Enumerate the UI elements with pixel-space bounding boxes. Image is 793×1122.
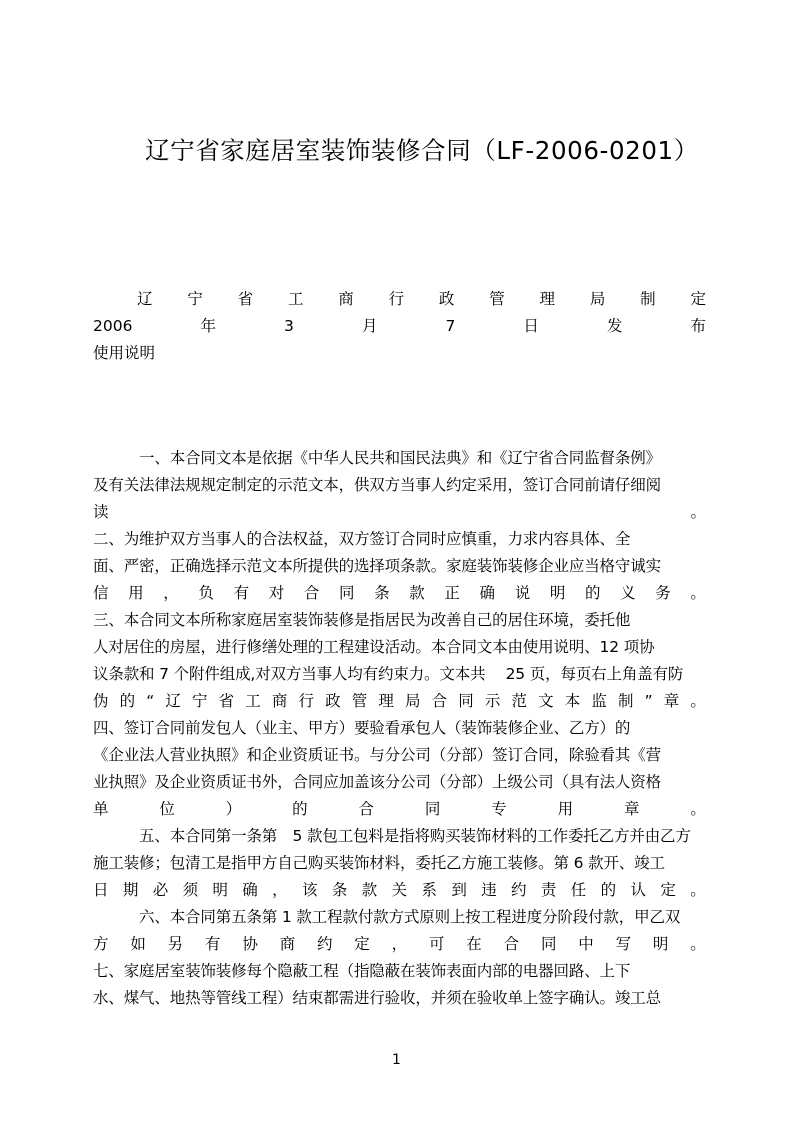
line-char: 该 <box>302 881 318 899</box>
line-char: 宁 <box>192 692 208 710</box>
date-char: 7 <box>445 317 456 335</box>
clause-line <box>93 580 706 607</box>
clause-line: 《企业法人营业执照》和企业资质证书。与分公司（分部）签订合同，除验看其《营 <box>93 746 661 764</box>
line-char: 日 <box>93 881 109 899</box>
authority-char: 管 <box>489 290 505 308</box>
clause-line-start: 读 <box>93 503 109 521</box>
line-char: 同 <box>424 800 441 818</box>
line-char: 另 <box>167 935 184 953</box>
line-char: 。 <box>690 881 706 899</box>
line-char: 范 <box>511 692 528 710</box>
section-heading: 使用说明 <box>93 344 156 362</box>
line-char: 违 <box>481 881 497 899</box>
line-char: 对 <box>268 584 285 602</box>
line-char: 示 <box>484 692 501 710</box>
line-char: ， <box>272 881 288 899</box>
line-char: “ <box>146 692 155 710</box>
line-char: 合 <box>303 584 320 602</box>
date-char: 布 <box>690 317 706 335</box>
line-char: 管 <box>351 692 368 710</box>
line-char: 。 <box>690 692 706 710</box>
line-char: 有 <box>233 584 250 602</box>
line-char: 协 <box>242 935 258 953</box>
line-char: 用 <box>557 800 574 818</box>
line-char: 明 <box>652 935 669 953</box>
line-char: 理 <box>378 692 394 710</box>
authority-char: 理 <box>539 290 556 308</box>
line-char: 合 <box>358 800 375 818</box>
line-char: 约 <box>511 881 527 899</box>
line-char: 章 <box>624 800 640 818</box>
line-char: 在 <box>466 935 482 953</box>
line-char: 的 <box>119 692 136 710</box>
clause-line: 三、本合同文本所称家庭居室装饰装修是指居民为改善自己的居住环境，委托他 <box>93 611 631 629</box>
issuer-block <box>93 286 706 367</box>
line-char: ） <box>225 800 242 818</box>
clause-line <box>93 796 706 823</box>
line-char: 监 <box>591 692 607 710</box>
page-number: 1 <box>392 1052 401 1068</box>
line-char: 认 <box>630 881 646 899</box>
authority-char: 辽 <box>137 290 153 308</box>
line-char: 工 <box>245 692 261 710</box>
line-char: 位 <box>159 800 175 818</box>
date-char: 发 <box>606 317 623 335</box>
line-char: 合 <box>503 935 520 953</box>
line-char: 正 <box>444 584 460 602</box>
clause-paragraph <box>93 715 706 823</box>
line-char: 义 <box>620 584 636 602</box>
line-char: 明 <box>212 881 228 899</box>
publication-date-line <box>93 313 706 340</box>
line-char: 商 <box>279 935 296 953</box>
authority-char: 商 <box>338 290 354 308</box>
clause-paragraph <box>93 904 706 958</box>
line-char: 的 <box>584 584 601 602</box>
line-char: 。 <box>690 935 706 953</box>
clause-paragraph <box>93 823 706 904</box>
authority-char: 定 <box>690 290 706 308</box>
clause-line: 人对居住的房屋，进行修缮处理的工程建设活动。本合同文本由使用说明、12 项协 <box>93 638 655 656</box>
line-char: 款 <box>409 584 425 602</box>
line-char: 同 <box>540 935 557 953</box>
line-char: 条 <box>331 881 348 899</box>
authority-char: 制 <box>640 290 656 308</box>
line-char: 章 <box>663 692 680 710</box>
line-char: 信 <box>93 584 109 602</box>
line-char: 必 <box>152 881 169 899</box>
clause-line: 业执照》及企业资质证书外，合同应加盖该分公司（分部）上级公司（具有法人资格 <box>93 773 661 791</box>
line-char: 写 <box>615 935 632 953</box>
clause-line <box>93 499 706 526</box>
date-char: 日 <box>523 317 539 335</box>
line-char: 。 <box>690 800 706 818</box>
line-char: 确 <box>479 584 496 602</box>
date-char: 年 <box>200 317 216 335</box>
line-char: 条 <box>374 584 390 602</box>
line-char: 方 <box>93 935 109 953</box>
line-char: 约 <box>316 935 333 953</box>
line-char: 明 <box>549 584 566 602</box>
line-char: 单 <box>93 800 109 818</box>
clause-paragraph <box>93 958 706 1012</box>
clause-line <box>93 877 706 904</box>
line-char: 到 <box>451 881 467 899</box>
line-char: 省 <box>218 692 235 710</box>
line-char: 定 <box>354 935 370 953</box>
authority-char: 工 <box>287 290 304 308</box>
authority-char: 宁 <box>187 290 203 308</box>
line-char: 任 <box>570 881 587 899</box>
clause-line: 二、为维护双方当事人的合法权益，双方签订合同时应慎重，力求内容具体、全 <box>93 530 631 548</box>
issuing-authority-line <box>93 286 706 313</box>
clause-list <box>93 445 706 1012</box>
line-char: 专 <box>491 800 507 818</box>
line-char: 定 <box>660 881 676 899</box>
line-char: 系 <box>421 881 437 899</box>
line-char: 可 <box>428 935 445 953</box>
clause-line: 水、煤气、地热等管线工程）结束都需进行验收，并须在验收单上签字确认。竣工总 <box>93 989 661 1007</box>
line-char: 务 <box>655 584 671 602</box>
clause-line: 四、签订合同前发包人（业主、甲方）要验看承包人（装饰装修企业、乙方）的 <box>93 719 631 737</box>
line-char: 辽 <box>165 692 181 710</box>
clause-line: 及有关法律法规规定制定的示范文本，供双方当事人约定采用，签订合同前请仔细阅 <box>93 476 661 494</box>
line-char: 同 <box>458 692 474 710</box>
line-char: 用 <box>128 584 144 602</box>
line-char: 伪 <box>93 692 109 710</box>
clause-line <box>93 931 706 958</box>
line-char: 有 <box>204 935 221 953</box>
clause-line: 一、本合同文本是依据《中华人民共和国民法典》和《辽宁省合同监督条例》 <box>139 449 661 467</box>
line-char: 款 <box>361 881 378 899</box>
line-char: 制 <box>618 692 634 710</box>
authority-char: 政 <box>438 290 455 308</box>
clause-line: 五、本合同第一条第 5 款包工包料是指将购买装饰材料的工作委托乙方并由乙方 <box>139 827 691 845</box>
line-char: 同 <box>338 584 355 602</box>
clause-paragraph <box>93 445 706 526</box>
authority-char: 省 <box>237 290 254 308</box>
clause-line: 七、家庭居室装饰装修每个隐蔽工程（指隐蔽在装饰表面内部的电器回路、上下 <box>93 962 631 980</box>
line-char: 合 <box>431 692 448 710</box>
line-char: 的 <box>600 881 617 899</box>
line-char: 负 <box>198 584 214 602</box>
authority-char: 局 <box>589 290 606 308</box>
clause-line: 面、严密，正确选择示范文本所提供的选择项条款。家庭装饰装修企业应当格守诚实 <box>93 557 661 575</box>
date-char: 月 <box>361 317 378 335</box>
line-char: 确 <box>242 881 258 899</box>
line-char: 期 <box>122 881 139 899</box>
page-title: 辽宁省家庭居室装饰装修合同（LF-2006-0201） <box>145 136 699 165</box>
line-char: 文 <box>538 692 554 710</box>
line-char: 政 <box>325 692 341 710</box>
clause-line: 议条款和 7 个附件组成,对双方当事人均有约束力。文本共 25 页，每页右上角盖有防 <box>93 665 684 683</box>
line-char: 中 <box>578 935 594 953</box>
date-char: 3 <box>284 317 294 335</box>
clause-line: 施工装修；包清工是指甲方自己购买装饰材料，委托乙方施工装修。第 6 款开、竣工 <box>93 854 665 872</box>
line-char: 行 <box>298 692 315 710</box>
line-char: 关 <box>391 881 408 899</box>
line-char: 局 <box>405 692 421 710</box>
line-char: 的 <box>292 800 308 818</box>
clause-line: 六、本合同第五条第 1 款工程款付款方式原则上按工程进度分阶段付款，甲乙双 <box>139 908 681 926</box>
clause-line <box>93 688 706 715</box>
clause-paragraph <box>93 607 706 715</box>
clause-line-end: 。 <box>690 503 706 521</box>
line-char: 本 <box>564 692 581 710</box>
line-char: 商 <box>271 692 288 710</box>
line-char: 说 <box>514 584 531 602</box>
line-char: 责 <box>540 881 557 899</box>
line-char: 如 <box>130 935 146 953</box>
clause-paragraph <box>93 526 706 607</box>
date-char: 2006 <box>93 317 133 335</box>
line-char: 须 <box>182 881 199 899</box>
line-char: ， <box>391 935 408 953</box>
line-char: ， <box>163 584 179 602</box>
line-char: 。 <box>690 584 706 602</box>
authority-char: 行 <box>388 290 405 308</box>
line-char: ” <box>644 692 653 710</box>
